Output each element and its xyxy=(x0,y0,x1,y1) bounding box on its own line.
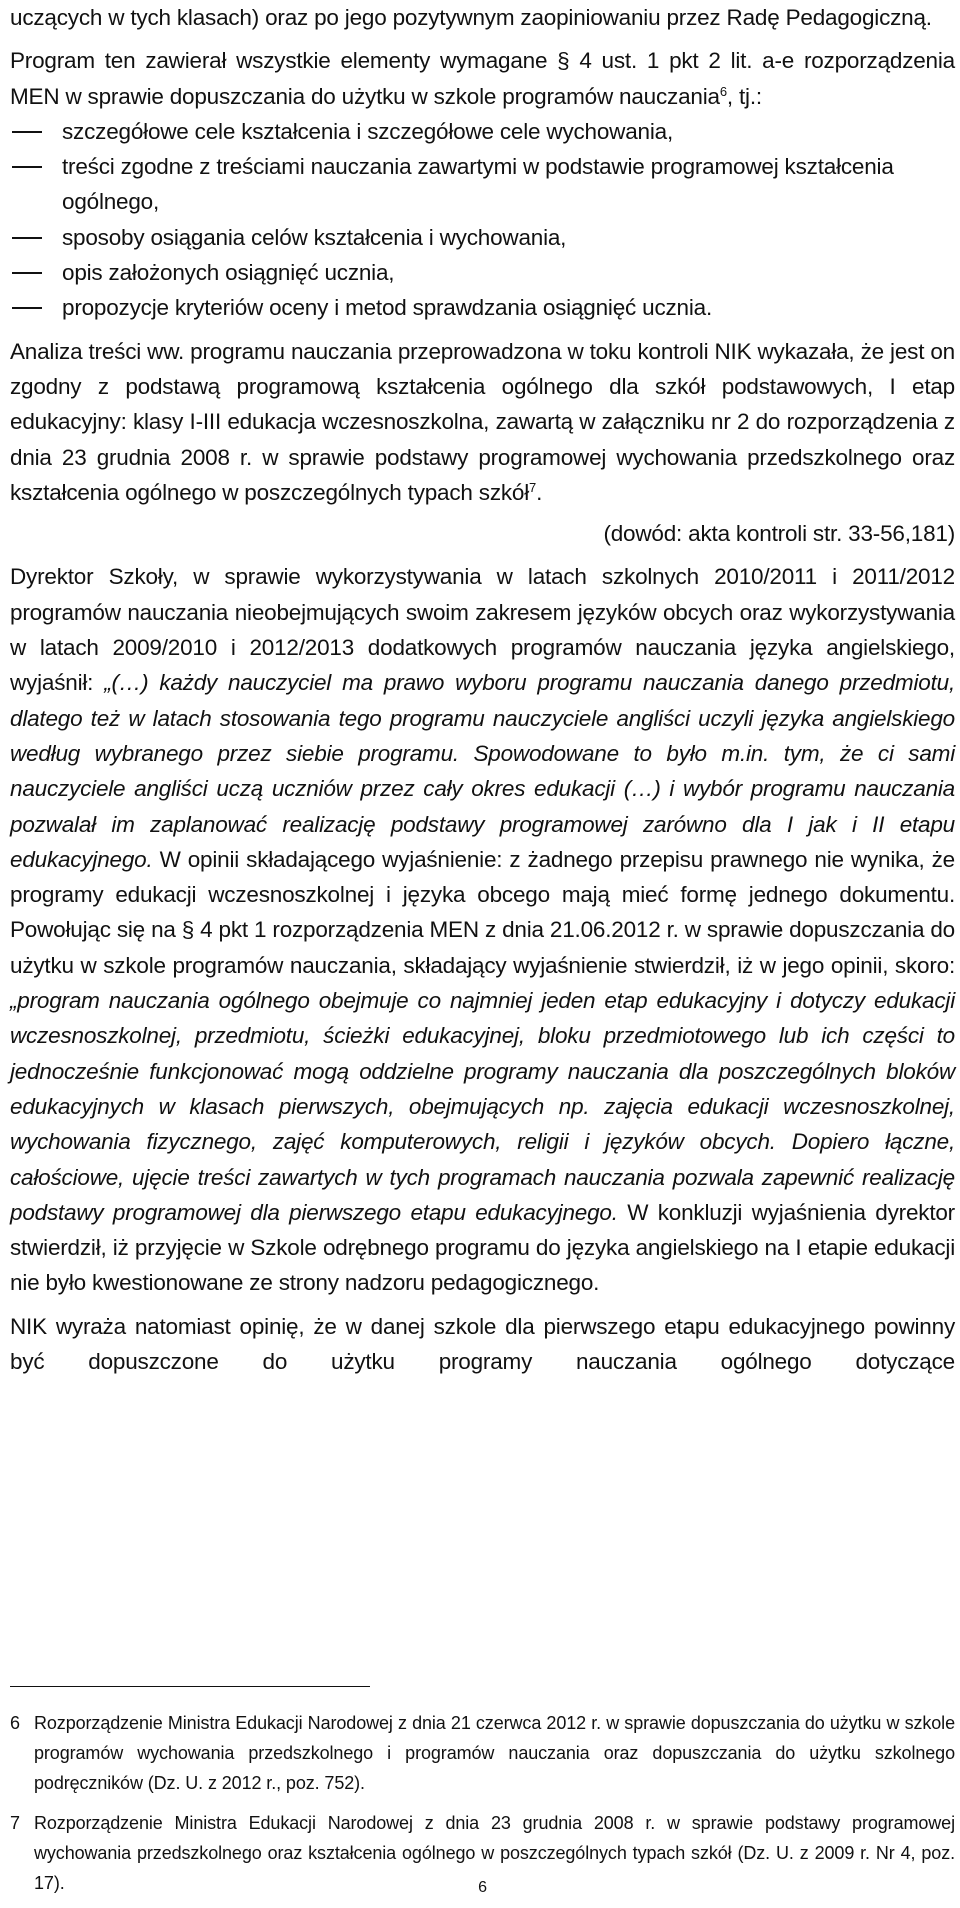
program-paragraph xyxy=(10,43,955,114)
director-text: W konkluzji wyjaśnienia dyrektor stwierdził, iż przyjęcie w Szkole odrębnego programu do języka angielskiego na I etapie edukacji nie było kwestionowane ze strony nadzoru pedagogicznego. xyxy=(10,1199,955,1296)
director-quote: „(…) każdy nauczyciel ma prawo wyboru programu nauczania danego przedmiotu, dlatego też w latach stosowania tego programu nauczyciele angliści uczyli języka angielskiego według wybranego przez siebie programu. Spowodowane to było m.in. tym, że ci sami nauczyciele angliści uczą uczniów przez cały okres edukacji (…) i wybór programu nauczania pozwalał im zaplanować realizację podstawy programowej zarówno dla I jak i II etapu edukacyjnego. xyxy=(10,670,955,872)
intro-paragraph: uczących w tych klasach) oraz po jego pozytywnym zaopiniowaniu przez Radę Pedagogiczną. xyxy=(10,5,932,30)
list-item: sposoby osiągania celów kształcenia i wychowania, xyxy=(62,220,955,255)
list-item: szczegółowe cele kształcenia i szczegółowe cele wychowania, xyxy=(62,114,955,149)
footnote-separator xyxy=(10,1686,370,1687)
program-tail: , tj.: xyxy=(726,83,762,109)
footnote-ref-6: 6 xyxy=(719,83,727,99)
list-item: treści zgodne z treściami nauczania zawartymi w podstawie programowej kształcenia ogólnego, xyxy=(62,149,955,220)
evidence-reference: (dowód: akta kontroli str. 33-56,181) xyxy=(603,521,955,547)
footnote-text: Rozporządzenie Ministra Edukacji Narodowej z dnia 23 grudnia 2008 r. w sprawie podstawy programowej wychowania przedszkolnego oraz kształcenia ogólnego w poszczególnych typach szkół (Dz. U. z 2009 r. Nr 4, poz. 17). xyxy=(34,1813,955,1893)
director-paragraph xyxy=(10,559,955,1300)
list-item: propozycje kryteriów oceny i metod sprawdzania osiągnięć ucznia. xyxy=(62,290,955,325)
page-number: 6 xyxy=(478,1879,487,1896)
footnote-ref-7: 7 xyxy=(529,479,537,495)
director-text: Dyrektor Szkoły, w sprawie wykorzystywania w latach szkolnych 2010/2011 i 2011/2012 programów nauczania nieobejmujących swoim zakresem języków obcych oraz wykorzystywania w latach 2009/2010 i 2012/2013 dodatkowych programów nauczania języka angielskiego, wyjaśnił: xyxy=(10,564,955,696)
analysis-tail: . xyxy=(536,479,543,505)
footnote-text: Rozporządzenie Ministra Edukacji Narodowej z dnia 21 czerwca 2012 r. w sprawie dopuszczania do użytku w szkole programów wychowania przedszkolnego i programów nauczania oraz dopuszczania do użytku szkolnego podręczników (Dz. U. z 2012 r., poz. 752). xyxy=(34,1713,955,1793)
analysis-text: Analiza treści ww. programu nauczania przeprowadzona w toku kontroli NIK wykazała, że jest on zgodny z podstawą programową kształcenia ogólnego dla szkół podstawowych, I etap edukacyjny: klasy I-III edukacja wczesnoszkolna, zawartą w załączniku nr 2 do rozporządzenia z dnia 23 grudnia 2008 r. w sprawie podstawy programowej wychowania przedszkolnego oraz kształcenia ogólnego w poszczególnych typach szkół xyxy=(10,338,955,505)
footnote-number: 6 xyxy=(10,1713,20,1733)
director-quote: „program nauczania ogólnego obejmuje co najmniej jeden etap edukacyjny i dotyczy edukacji wczesnoszkolnej, przedmiotu, ścieżki edukacyjnej, bloku przedmiotowego lub ich części to jednocześnie funkcjonować mogą oddzielne programy nauczania dla poszczególnych bloków edukacyjnych w klasach pierwszych, obejmujących np. zajęcia edukacji wczesnoszkolnej, wychowania fizycznego, zajęć komputerowych, religii i języków obcych. Dopiero łączne, całościowe, ujęcie treści zawartych w tych programach nauczania pozwala zapewnić realizację podstawy programowej dla pierwszego etapu edukacyjnego. xyxy=(10,988,955,1225)
analysis-paragraph xyxy=(10,334,955,510)
list-item: opis założonych osiągnięć ucznia, xyxy=(62,255,955,290)
document-page xyxy=(10,0,955,1896)
program-text: Program ten zawierał wszystkie elementy wymagane § 4 ust. 1 pkt 2 lit. a-e rozporządzenia MEN w sprawie dopuszczania do użytku w szkole programów nauczania xyxy=(10,48,955,109)
footnote-6 xyxy=(10,1708,955,1798)
director-text: W opinii składającego wyjaśnienie: z żadnego przepisu prawnego nie wynika, że programy edukacji wczesnoszkolnej i języka obcego mają mieć formę jednego dokumentu. Powołując się na § 4 pkt 1 rozporządzenia MEN z dnia 21.06.2012 r. w sprawie dopuszczania do użytku w szkole programów nauczania, składający wyjaśnienie stwierdził, iż w jego opinii, skoro: xyxy=(10,846,955,978)
nik-opinion-paragraph: NIK wyraża natomiast opinię, że w danej szkole dla pierwszego etapu edukacyjnego powinny być dopuszczone do użytku programy nauczania ogólnego dotyczące xyxy=(10,1313,955,1374)
footnote-number: 7 xyxy=(10,1813,20,1833)
requirements-list xyxy=(10,114,955,326)
